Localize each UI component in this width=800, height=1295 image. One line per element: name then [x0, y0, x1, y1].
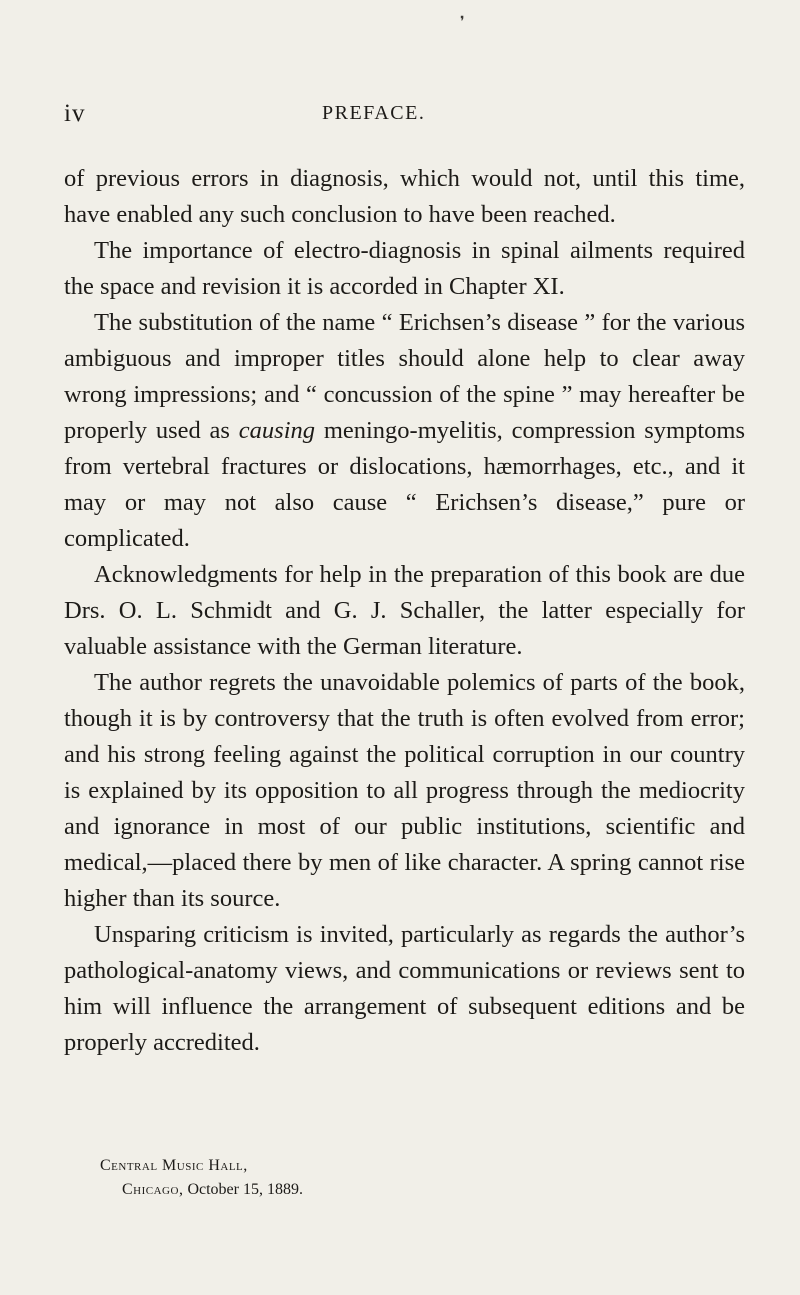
- paragraph: [64, 305, 745, 557]
- page-header: [64, 100, 744, 130]
- running-head: PREFACE.: [322, 102, 426, 124]
- paragraph: [64, 161, 745, 233]
- paragraph: [64, 665, 745, 917]
- page-number: iv: [64, 100, 86, 127]
- paragraph: [64, 917, 745, 1061]
- paragraph-text: The importance of electro-diagnosis in spinal ailments required the space and revision it is accorded in Chapter XI.: [64, 237, 745, 300]
- signoff-place: Central Music Hall,: [100, 1157, 248, 1174]
- paragraph-text: meningo-myelitis, compression symptoms from vertebral fractures or dislocations, hæmorrhages, etc., and it may or may not also cause “ Erichsen’s disease,” pure or complicated.: [64, 417, 745, 552]
- signoff-date: October 15, 1889.: [187, 1181, 303, 1198]
- paragraph-text: The author regrets the unavoidable polemics of parts of the book, though it is by controversy that the truth is often evolved from error; and his strong feeling against the political corruption in our country is explained by its opposition to all progress through the mediocrity and ignorance in most of our public institutions, scientific and medical,—placed there by men of like character. A spring cannot rise higher than its source.: [64, 669, 745, 912]
- italic-text: causing: [238, 417, 315, 444]
- paragraph-text: Unsparing criticism is invited, particularly as regards the author’s pathological-anatomy views, and communications or reviews sent to him will influence the arrangement of subsequent editions and be properly accredited.: [64, 921, 745, 1056]
- paragraph-text: Acknowledgments for help in the preparation of this book are due Drs. O. L. Schmidt and G. J. Schaller, the latter especially for valuable assistance with the German literature.: [64, 561, 745, 660]
- paragraph: [64, 233, 745, 305]
- signoff: [100, 1154, 303, 1202]
- signoff-city: Chicago,: [122, 1181, 184, 1198]
- paragraph-text: of previous errors in diagnosis, which would not, until this time, have enabled any such conclusion to have been reached.: [64, 165, 745, 228]
- preface-body: [64, 161, 745, 1061]
- stray-print-mark: ❜: [460, 15, 465, 30]
- paragraph-text: The substitution of the name “ Erichsen’s disease ” for the various ambiguous and improper titles should alone help to clear away wrong impressions; and “ concussion of the spine ” may hereafter be properly used as: [64, 309, 745, 444]
- paragraph: [64, 557, 745, 665]
